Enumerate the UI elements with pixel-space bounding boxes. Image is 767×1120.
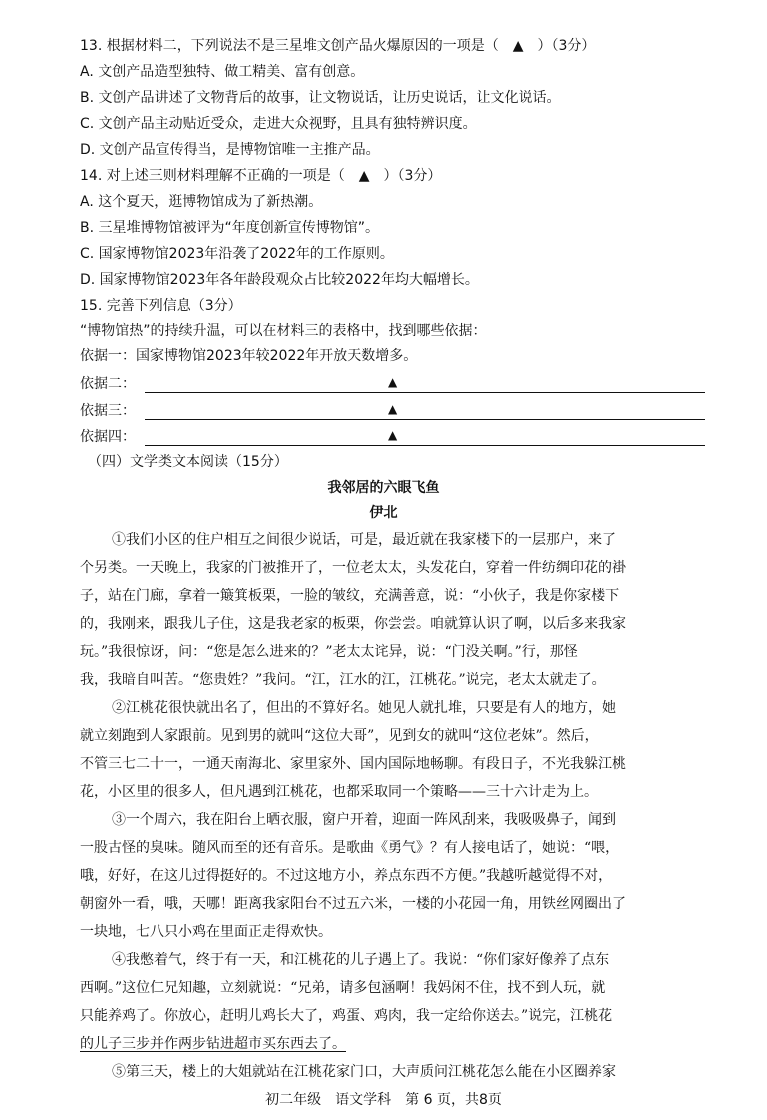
passage-line: 我，我暗自叫苦。“您贵姓？”我问。“江，江水的江，江桃花。”说完，老太太就走了。 [80, 672, 606, 688]
q15-basis-2-label: 依据二： [80, 376, 136, 392]
passage-line: 一块地，七八只小鸡在里面正走得欢快。 [80, 924, 332, 940]
passage-author: 伊北 [369, 505, 398, 521]
q13-option-b: B. 文创产品讲述了文物背后的故事，让文物说话，让历史说话，让文化说话。 [80, 90, 561, 106]
q13-stem: 13. 根据材料二，下列说法不是三星堆文创产品火爆原因的一项是（ ▲ ）（3分） [80, 38, 596, 54]
passage-line: 玩。”我很惊讶，问：“您是怎么进来的？”老太太诧异，说：“门没关啊。”行，那怪 [80, 644, 578, 660]
passage-line: 朝窗外一看，哦，天哪！距离我家阳台不过五六米，一楼的小花园一角，用铁丝网圈出了 [80, 896, 626, 912]
q15-basis-3-blank[interactable] [145, 419, 705, 420]
passage-line: 一股古怪的臭味。随风而至的还有音乐。是歌曲《勇气》？有人接电话了，她说：“喂， [80, 840, 620, 856]
passage-line: ③一个周六，我在阳台上晒衣服，窗户开着，迎面一阵风刮来，我吸吸鼻子，闻到 [112, 812, 616, 828]
answer-triangle-icon: ▲ [388, 428, 398, 442]
passage-title: 我邻居的六眼飞鱼 [327, 480, 440, 496]
section-heading: （四）文学类文本阅读（15分） [88, 454, 288, 470]
passage-line: ①我们小区的住户相互之间很少说话，可是，最近就在我家楼下的一层那户，来了 [112, 532, 616, 548]
q14-option-d: D. 国家博物馆2023年各年龄段观众占比较2022年均大幅增长。 [80, 272, 479, 288]
q14-option-b: B. 三星堆博物馆被评为“年度创新宣传博物馆”。 [80, 220, 380, 236]
passage-line: 的，我刚来，跟我儿子住，这是我老家的板栗，你尝尝。咱就算认识了啊，以后多来我家 [80, 616, 626, 632]
q13-option-d: D. 文创产品宣传得当，是博物馆唯一主推产品。 [80, 142, 380, 158]
passage-line: 子，站在门廊，拿着一簸箕板栗，一脸的皱纹，充满善意，说：“小伙子，我是你家楼下 [80, 588, 620, 604]
q15-basis-1: 依据一：国家博物馆2023年较2022年开放天数增多。 [80, 348, 418, 364]
q14-option-a: A. 这个夏天，逛博物馆成为了新热潮。 [80, 194, 323, 210]
q15-basis-2-blank[interactable] [145, 392, 705, 393]
passage-line: 花，小区里的很多人，但凡遇到江桃花，也都采取同一个策略——三十六计走为上。 [80, 784, 598, 800]
q13-option-c: C. 文创产品主动贴近受众，走进大众视野，且具有独特辨识度。 [80, 116, 477, 132]
passage-line: 只能养鸡了。你放心，赶明儿鸡长大了，鸡蛋、鸡肉，我一定给你送去。”说完，江桃花 [80, 1008, 613, 1024]
passage-line: ②江桃花很快就出名了，但出的不算好名。她见人就扎堆，只要是有人的地方，她 [112, 700, 616, 716]
passage-line: 哦，好好，在这儿过得挺好的。不过这地方小，养点东西不方便。”我越听越觉得不对， [80, 868, 613, 884]
passage-line-underlined: 的儿子三步并作两步钻进超市买东西去了。 [80, 1036, 346, 1052]
q15-basis-4-blank[interactable] [145, 445, 705, 446]
q15-basis-3-label: 依据三： [80, 403, 136, 419]
q15-stem: 15. 完善下列信息（3分） [80, 298, 242, 314]
q15-prompt: “博物馆热”的持续升温，可以在材料三的表格中，找到哪些依据： [80, 323, 487, 339]
passage-line: 个另类。一天晚上，我家的门被推开了，一位老太太，头发花白，穿着一件纺绸印花的褂 [80, 560, 626, 576]
q14-option-c: C. 国家博物馆2023年沿袭了2022年的工作原则。 [80, 246, 394, 262]
q14-stem: 14. 对上述三则材料理解不正确的一项是（ ▲ ）（3分） [80, 168, 442, 184]
passage-line: 西啊。”这位仁兄知趣，立刻就说：“兄弟，请多包涵啊！我妈闲不住，找不到人玩，就 [80, 980, 606, 996]
answer-triangle-icon: ▲ [388, 402, 398, 416]
q15-basis-4-label: 依据四： [80, 429, 136, 445]
passage-line: ⑤第三天，楼上的大姐就站在江桃花家门口，大声质问江桃花怎么能在小区圈养家 [112, 1064, 616, 1080]
passage-line: 就立刻跑到人家跟前。见到男的就叫“这位大哥”，见到女的就叫“这位老妹”。然后， [80, 728, 599, 744]
page-footer: 初二年级 语文学科 第 6 页，共8页 [265, 1092, 502, 1108]
passage-line: 不管三七二十一，一通天南海北、家里家外、国内国际地畅聊。有段日子，不光我躲江桃 [80, 756, 626, 772]
answer-triangle-icon: ▲ [388, 375, 398, 389]
passage-line: ④我憋着气，终于有一天，和江桃花的儿子遇上了。我说：“你们家好像养了点东 [112, 952, 610, 968]
q13-option-a: A. 文创产品造型独特、做工精美、富有创意。 [80, 64, 365, 80]
